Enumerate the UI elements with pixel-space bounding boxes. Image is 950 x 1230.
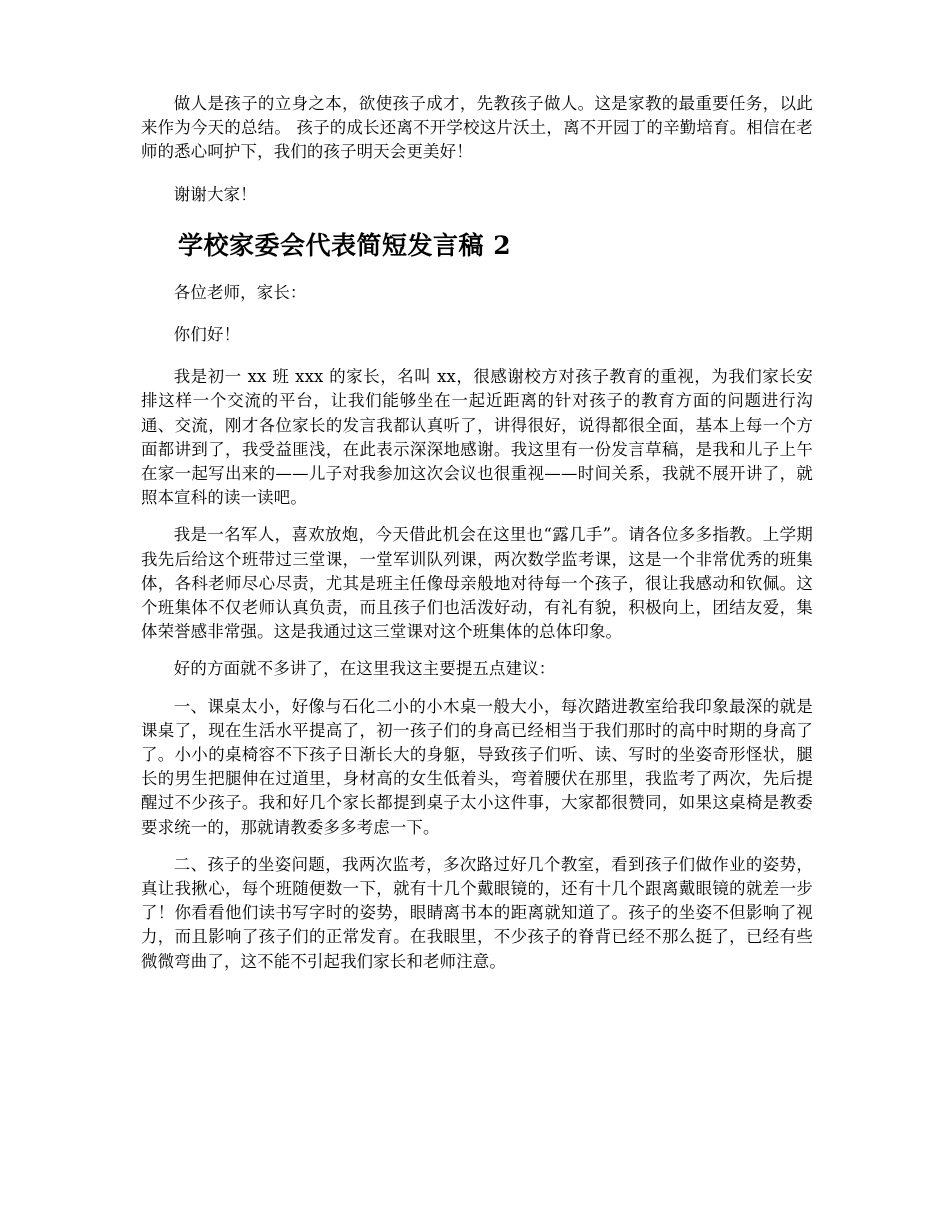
paragraph-suggestions-intro: 好的方面就不多讲了，在这里我这主要提五点建议： bbox=[173, 659, 556, 679]
paragraph-salutation: 各位老师，家长： bbox=[173, 282, 307, 302]
paragraph-introduction: 我是初一 xx 班 xxx 的家长，名叫 xx，很感谢校方对孩子教育的重视，为我们家长安排这样一个交流的平台，让我们能够坐在一起近距离的针对孩子的教育方面的问题进行沟通、交流，刚才各位家长的发言我都认真听了，讲得很好，说得都很全面，基本上每一个方面都讲到了，我受益匪浅，在此表示深深地感谢。我这里有一份发言草稿，是我和儿子上午在家一起写出来的——儿子对我参加这次会议也很重视——时间关系，我就不展开讲了，就照本宣科的读一读吧。 bbox=[141, 367, 813, 508]
paragraph-class-impression: 我是一名军人，喜欢放炮，今天借此机会在这里也“露几手”。请各位多多指教。上学期我先后给这个班带过三堂课，一堂军训队列课，两次数学监考课，这是一个非常优秀的班集体，各科老师尽心尽责，尤其是班主任像母亲般地对待每一个孩子，很让我感动和钦佩。这个班集体不仅老师认真负责，而且孩子们也活泼好动，有礼有貌，积极向上，团结友爱，集体荣誉感非常强。这是我通过这三堂课对这个班集体的总体印象。 bbox=[141, 525, 813, 642]
paragraph-thanks: 谢谢大家！ bbox=[173, 184, 257, 204]
paragraph-suggestion-posture: 二、孩子的坐姿问题，我两次监考，多次路过好几个教室，看到孩子们做作业的姿势，真让我揪心，每个班随便数一下，就有十几个戴眼镜的，还有十几个跟离戴眼镜的就差一步了！你看看他们读书写字时的姿势，眼睛离书本的距离就知道了。孩子的坐姿不但影响了视力，而且影响了孩子们的正常发育。在我眼里，不少孩子的脊背已经不那么挺了，已经有些微微弯曲了，这不能不引起我们家长和老师注意。 bbox=[141, 854, 813, 971]
section-heading: 学校家委会代表简短发言稿 2 bbox=[178, 230, 512, 260]
paragraph-suggestion-desks: 一、课桌太小，好像与石化二小的小木桌一般大小，每次踏进教室给我印象最深的就是课桌了，现在生活水平提高了，初一孩子们的身高已经相当于我们那时的高中时期的身高了了。小小的桌椅容不下孩子日渐长大的身躯，导致孩子们听、读、写时的坐姿奇形怪状，腿长的男生把腿伸在过道里，身材高的女生低着头，弯着腰伏在那里，我监考了两次，先后提醒过不少孩子。我和好几个家长都提到桌子太小这件事，大家都很赞同，如果这桌椅是教委要求统一的，那就请教委多多考虑一下。 bbox=[141, 696, 813, 837]
document-body bbox=[141, 92, 813, 974]
paragraph-greeting: 你们好！ bbox=[173, 325, 241, 345]
paragraph-closing-summary: 做人是孩子的立身之本，欲使孩子成才，先教孩子做人。这是家教的最重要任务，以此来作为今天的总结。 孩子的成长还离不开学校这片沃土，离不开园丁的辛勤培育。相信在老师的悉心呵护下，我们的孩子明天会更美好！ bbox=[141, 94, 813, 162]
